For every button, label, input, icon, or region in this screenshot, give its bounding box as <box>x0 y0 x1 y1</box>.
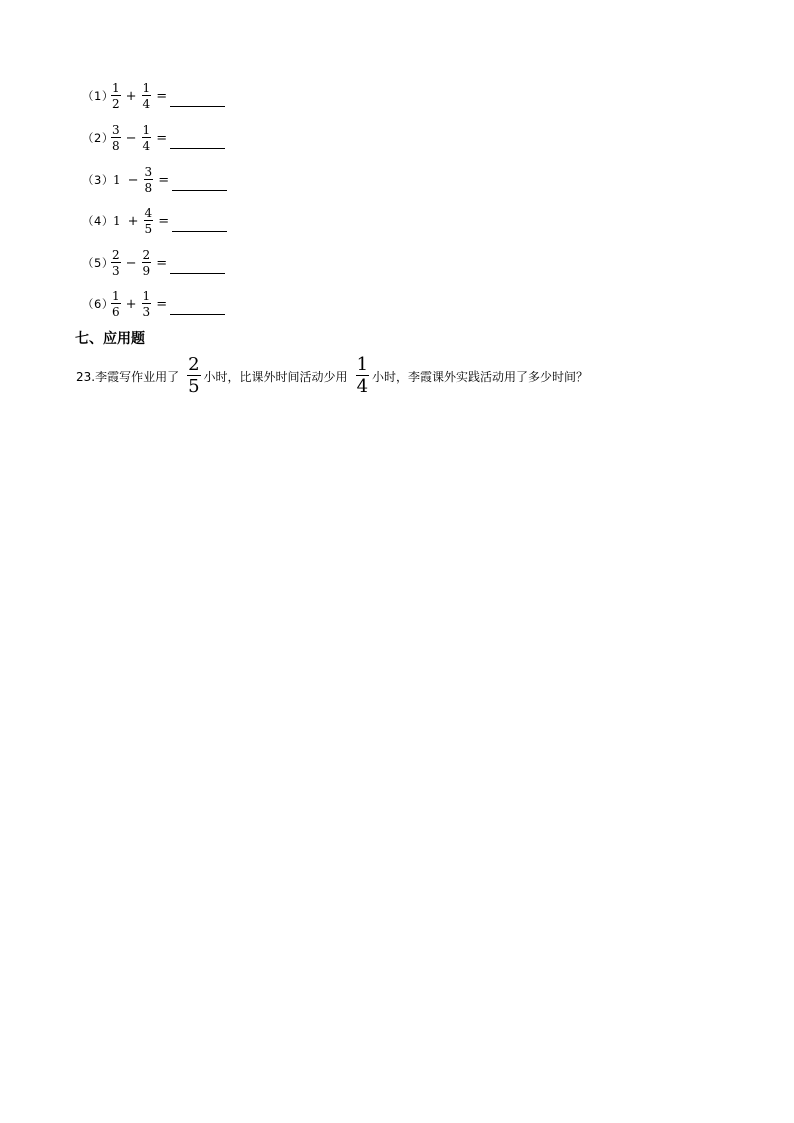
equals-sign: = <box>156 88 168 104</box>
answer-blank[interactable] <box>172 176 227 191</box>
fraction <box>111 290 121 318</box>
problem-number: （1） <box>82 89 114 103</box>
answer-blank[interactable] <box>172 217 227 232</box>
fraction <box>111 124 121 152</box>
fraction <box>142 82 152 110</box>
equals-sign: = <box>156 296 168 312</box>
problem-5 <box>82 246 225 280</box>
numerator: 3 <box>144 165 153 179</box>
denominator: 4 <box>142 139 151 153</box>
denominator: 4 <box>142 97 151 111</box>
denominator: 3 <box>142 305 151 319</box>
problem-number: （5） <box>82 256 114 270</box>
fraction <box>142 249 152 277</box>
numerator: 1 <box>142 289 151 303</box>
numerator: 2 <box>112 248 120 262</box>
answer-blank[interactable] <box>170 300 225 315</box>
fraction <box>144 207 154 235</box>
whole-number: 1 <box>113 173 121 187</box>
denominator: 4 <box>356 376 369 397</box>
operator: − <box>125 130 137 146</box>
numerator: 1 <box>142 123 151 137</box>
denominator: 5 <box>188 376 200 397</box>
denominator: 8 <box>112 139 120 153</box>
operator: + <box>125 88 137 104</box>
fraction <box>111 82 121 110</box>
fraction <box>144 166 154 194</box>
numerator: 3 <box>112 123 120 137</box>
numerator: 1 <box>112 289 120 303</box>
fraction <box>356 356 369 396</box>
numerator: 4 <box>144 206 153 220</box>
answer-blank[interactable] <box>170 92 225 107</box>
problem-number: （2） <box>82 131 114 145</box>
answer-blank[interactable] <box>170 134 225 149</box>
question-middle: 小时，比课外时间活动少用 <box>203 369 348 384</box>
operator: + <box>125 296 137 312</box>
problem-3 <box>82 163 227 197</box>
equals-sign: = <box>156 255 168 271</box>
equals-sign: = <box>156 130 168 146</box>
numerator: 1 <box>112 81 120 95</box>
operator: + <box>127 213 139 229</box>
whole-number: 1 <box>113 214 121 228</box>
numerator: 1 <box>356 354 369 375</box>
answer-blank[interactable] <box>170 259 225 274</box>
equals-sign: = <box>158 172 170 188</box>
fraction <box>111 249 121 277</box>
operator: − <box>125 255 137 271</box>
operator: − <box>127 172 139 188</box>
question-prefix: 23.李霞写作业用了 <box>76 369 180 384</box>
problem-6 <box>82 287 225 321</box>
section-title: 七、应用题 <box>75 331 145 347</box>
problem-4 <box>82 204 227 238</box>
question-suffix: 小时，李霞课外实践活动用了多少时间？ <box>372 369 589 384</box>
equals-sign: = <box>158 213 170 229</box>
fraction <box>142 290 152 318</box>
denominator: 3 <box>112 264 120 278</box>
denominator: 2 <box>112 97 120 111</box>
numerator: 1 <box>142 81 151 95</box>
problem-1 <box>82 79 225 113</box>
numerator: 2 <box>188 354 200 375</box>
word-problem <box>76 356 588 396</box>
fraction <box>142 124 152 152</box>
denominator: 5 <box>144 222 153 236</box>
problem-number: （6） <box>82 297 114 311</box>
fraction <box>187 356 200 396</box>
numerator: 2 <box>142 248 151 262</box>
denominator: 9 <box>142 264 151 278</box>
denominator: 8 <box>144 181 153 195</box>
denominator: 6 <box>112 305 120 319</box>
problem-2 <box>82 121 225 155</box>
problem-number: （4） <box>82 214 114 228</box>
problem-number: （3） <box>82 173 114 187</box>
